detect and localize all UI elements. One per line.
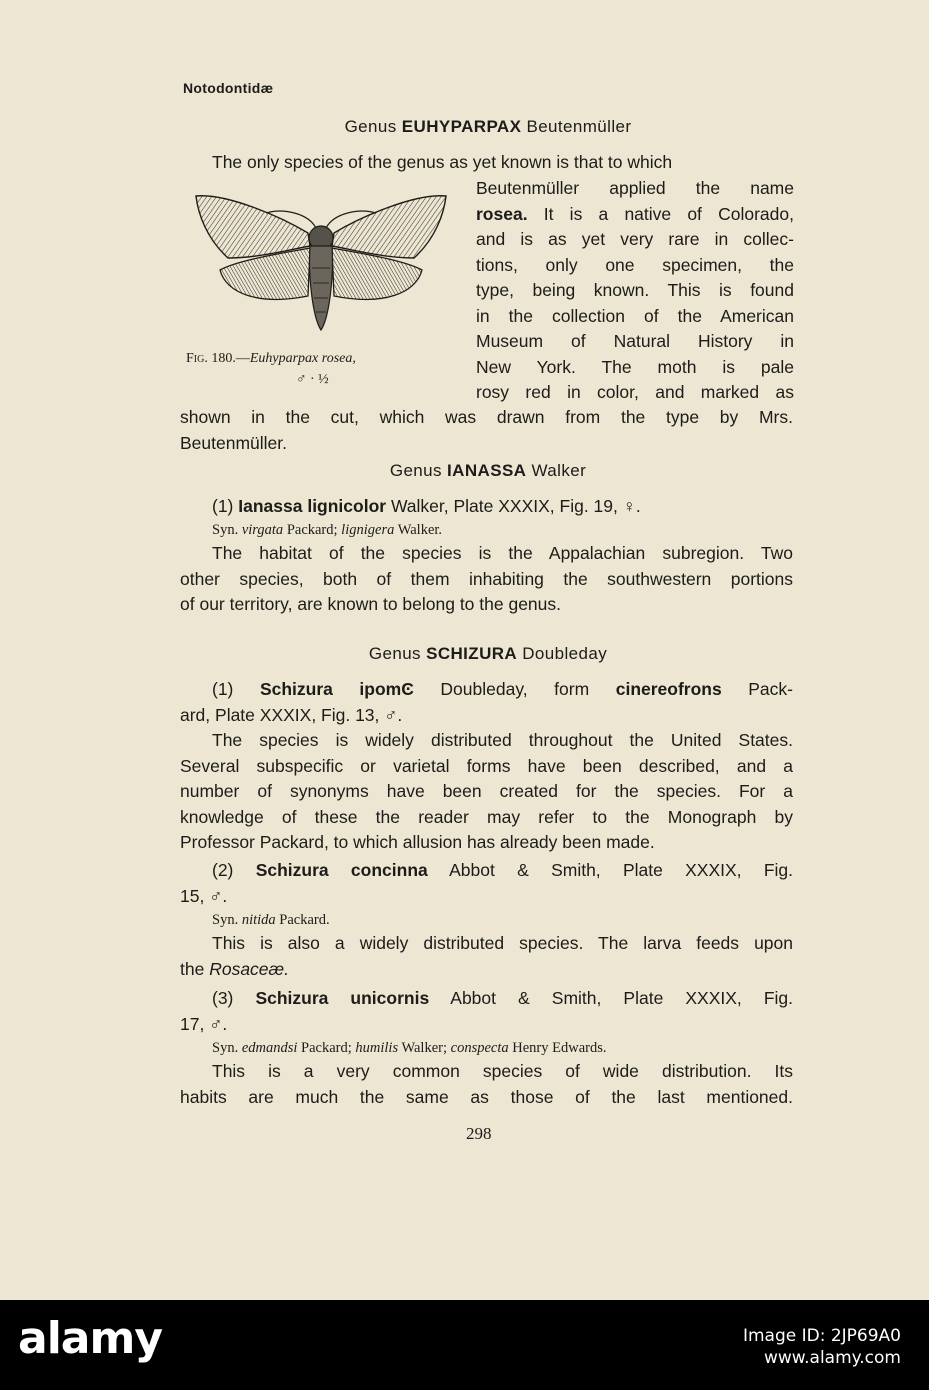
entry-1-line-2: ard, Plate XXXIX, Fig. 13, ♂. <box>180 704 403 725</box>
syn-name: conspecta <box>450 1040 509 1056</box>
entry-1-text-1: The species is widely distributed throughout the United States. <box>212 730 793 750</box>
schizura-entry-1 <box>180 677 793 856</box>
syn-name: nitida <box>241 912 276 928</box>
wrap-line-6: in the collection of the American <box>476 305 794 326</box>
entry-number: (1) <box>212 679 260 699</box>
syn-prefix: Syn. <box>212 522 242 538</box>
species-bold: rosea. <box>476 203 528 224</box>
entry-number: (2) <box>212 860 256 880</box>
entry-text: Pack- <box>721 679 793 699</box>
entry-3-text-1: This is a very common species of wide distribution. Its <box>212 1061 793 1081</box>
ianassa-line-2: other species, both of them inhabiting the southwestern portions <box>180 568 793 589</box>
wrap-line-1: Beutenmüller applied the name <box>476 178 794 198</box>
wrapped-paragraph <box>476 176 794 406</box>
ianassa-synonyms <box>212 522 442 539</box>
figure-180 <box>188 188 454 338</box>
ianassa-line-1: The habitat of the species is the Appalachian subregion. Two <box>212 543 793 563</box>
moth-illustration-icon <box>188 188 454 338</box>
entry-3-synonyms <box>212 1040 606 1057</box>
image-id <box>743 1325 901 1369</box>
entry-3-line-2: 17, ♂. <box>180 1013 228 1034</box>
entry-text: Doubleday, form <box>413 679 616 699</box>
entry-form: cinereofrons <box>615 679 722 699</box>
ianassa-paragraph <box>180 541 793 618</box>
genus-heading-ianassa <box>183 461 793 481</box>
figure-sex-scale: ♂ · ½ <box>296 372 329 387</box>
entry-number: (3) <box>212 988 256 1008</box>
figure-caption <box>186 351 356 367</box>
entry-species: Schizura unicornis <box>255 988 430 1008</box>
ianassa-line-3: of our territory, are known to belong to the genus. <box>180 594 562 614</box>
entry-species: Schizura ipomϾ <box>259 679 414 699</box>
genus-prefix: Genus <box>389 461 448 480</box>
syn-author: Packard; <box>283 522 342 538</box>
genus-heading-euhyparpax <box>183 117 793 137</box>
image-url-line: www.alamy.com <box>763 1348 901 1368</box>
wrap-line-8: New York. The moth is pale <box>476 356 794 377</box>
after-line-2: Beutenmüller. <box>180 432 288 453</box>
wrap-line-3: and is as yet very rare in collec- <box>476 229 794 249</box>
image-id-line: Image ID: 2JP69A0 <box>742 1326 901 1346</box>
entry-1-text-3: number of synonyms have been created for the species. For a <box>180 781 793 801</box>
genus-name: SCHIZURA <box>426 644 518 663</box>
syn-author: Walker. <box>394 522 443 538</box>
after-line-1: shown in the cut, which was drawn from the type by Mrs. <box>180 407 793 427</box>
syn-name: edmandsi <box>241 1040 298 1056</box>
entry-text: the <box>180 958 210 979</box>
genus-author: Walker <box>526 461 587 480</box>
entry-plate: Abbot & Smith, Plate XXXIX, Fig. <box>427 860 794 880</box>
intro-line: The only species of the genus as yet known is that to which <box>212 152 673 172</box>
entry-2-synonyms <box>212 912 330 929</box>
syn-author: Henry Edwards. <box>508 1040 607 1056</box>
syn-author: Packard. <box>275 912 330 928</box>
syn-author: Packard; <box>297 1040 356 1056</box>
ianassa-entry <box>212 494 641 520</box>
alamy-logo: alamy <box>18 1313 162 1364</box>
entry-3-line-1 <box>180 986 793 1012</box>
entry-1-text-4: knowledge of these the reader may refer to the Monograph by <box>180 806 793 827</box>
fig-number: 180.— <box>207 351 250 366</box>
entry-2-line-1 <box>180 858 793 884</box>
running-header: Notodontidæ <box>183 80 274 96</box>
entry-1-line-1 <box>180 677 793 703</box>
syn-prefix: Syn. <box>212 912 242 928</box>
after-figure-text <box>180 405 793 456</box>
fig-species: Euhyparpax rosea, <box>249 351 356 366</box>
schizura-entry-2 <box>180 858 793 909</box>
genus-author: Beutenmüller <box>521 117 632 136</box>
entry-1-text-5: Professor Packard, to which allusion has already been made. <box>180 832 655 852</box>
entry-2-text-1: This is also a widely distributed species. The larva feeds upon <box>212 933 793 953</box>
entry-2-line-2: 15, ♂. <box>180 885 228 906</box>
syn-author: Walker; <box>398 1040 451 1056</box>
wrap-text: It is a native of Colorado, <box>543 203 794 224</box>
genus-name: EUHYPARPAX <box>401 117 522 136</box>
entry-species: Schizura concinna <box>255 860 428 880</box>
wrap-line-4: tions, only one specimen, the <box>476 254 794 275</box>
family-italic: Rosaceæ. <box>209 958 289 979</box>
genus-name: IANASSA <box>447 461 527 480</box>
entry-3-text-2: habits are much the same as those of the last mentioned. <box>180 1086 793 1107</box>
entry-3-paragraph <box>180 1059 793 1110</box>
fig-label: Fig. <box>186 351 208 366</box>
schizura-entry-3 <box>180 986 793 1037</box>
genus-prefix: Genus <box>344 117 402 136</box>
entry-1-text-2: Several subspecific or varietal forms have been described, and a <box>180 755 793 776</box>
page-number: 298 <box>466 1124 492 1143</box>
entry-plate: Abbot & Smith, Plate XXXIX, Fig. <box>429 988 793 1008</box>
wrap-line-2 <box>476 202 794 228</box>
genus-author: Doubleday <box>517 644 608 663</box>
wrap-line-9: rosy red in color, and marked as <box>476 382 794 402</box>
entry-plate: Walker, Plate XXXIX, Fig. 19, ♀. <box>386 496 641 516</box>
entry-2-paragraph <box>180 931 793 982</box>
wrap-line-5: type, being known. This is found <box>476 280 794 300</box>
wrap-line-7: Museum of Natural History in <box>476 331 794 351</box>
syn-name: lignigera <box>341 522 395 538</box>
entry-species: Ianassa lignicolor <box>238 496 387 516</box>
syn-name: virgata <box>241 522 284 538</box>
genus-prefix: Genus <box>368 644 427 663</box>
syn-prefix: Syn. <box>212 1040 242 1056</box>
entry-2-text-2 <box>180 957 793 983</box>
entry-number: (1) <box>212 496 239 516</box>
genus-heading-schizura <box>183 644 793 664</box>
syn-name: humilis <box>355 1040 399 1056</box>
